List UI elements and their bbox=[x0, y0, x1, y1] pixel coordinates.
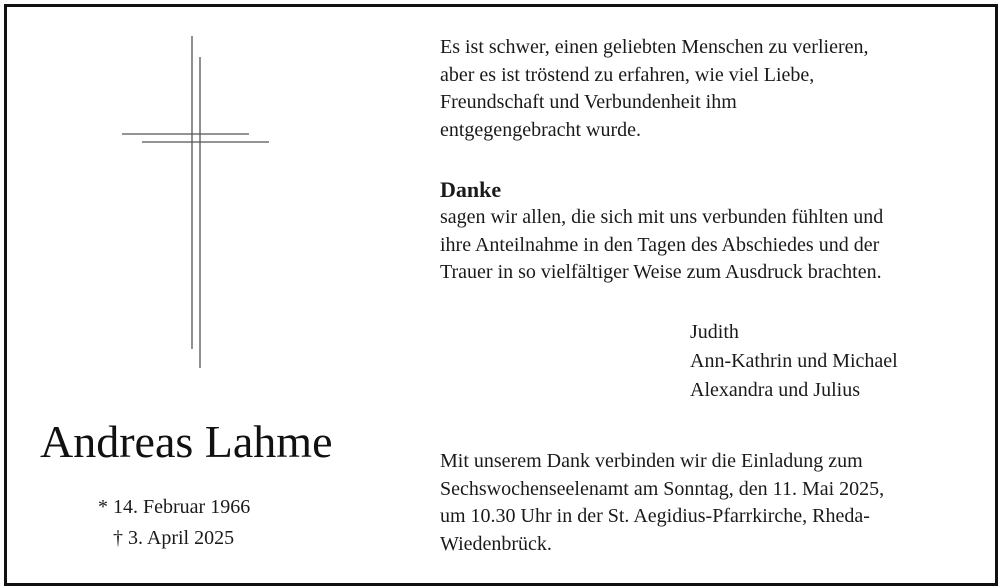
thanks-line: sagen wir allen, die sich mit uns verbunden fühlten und bbox=[440, 206, 884, 228]
intro-line: Es ist schwer, einen geliebten Menschen zu verlieren, bbox=[440, 36, 869, 58]
signatory: Ann-Kathrin und Michael bbox=[690, 350, 898, 372]
signatory: Judith bbox=[690, 321, 739, 343]
deceased-name: Andreas Lahme bbox=[40, 416, 333, 467]
cross-icon bbox=[0, 0, 300, 380]
intro-paragraph bbox=[440, 34, 869, 144]
thanks-paragraph bbox=[440, 204, 883, 287]
thanks-line: ihre Anteilnahme in den Tagen des Abschiedes und der bbox=[440, 233, 880, 256]
thanks-heading: Danke bbox=[440, 177, 502, 202]
intro-line: Freundschaft und Verbundenheit ihm bbox=[440, 91, 737, 113]
thanks-line: Trauer in so vielfältiger Weise zum Ausdruck brachten. bbox=[440, 261, 882, 283]
invitation-paragraph bbox=[440, 448, 884, 558]
invitation-line: Wiedenbrück. bbox=[440, 532, 552, 555]
death-date: † 3. April 2025 bbox=[113, 527, 235, 549]
birth-date: * 14. Februar 1966 bbox=[98, 496, 251, 518]
invitation-line: Sechswochenseelenamt am Sonntag, den 11. Mai 2025, bbox=[440, 477, 885, 500]
invitation-line: um 10.30 Uhr in der St. Aegidius-Pfarrkirche, Rheda- bbox=[440, 505, 870, 527]
intro-line: aber es ist tröstend zu erfahren, wie viel Liebe, bbox=[440, 63, 815, 86]
signatories-list bbox=[690, 318, 898, 405]
intro-line: entgegengebracht wurde. bbox=[440, 118, 642, 141]
invitation-line: Mit unserem Dank verbinden wir die Einladung zum bbox=[440, 450, 863, 472]
signatory: Alexandra und Julius bbox=[690, 379, 860, 401]
